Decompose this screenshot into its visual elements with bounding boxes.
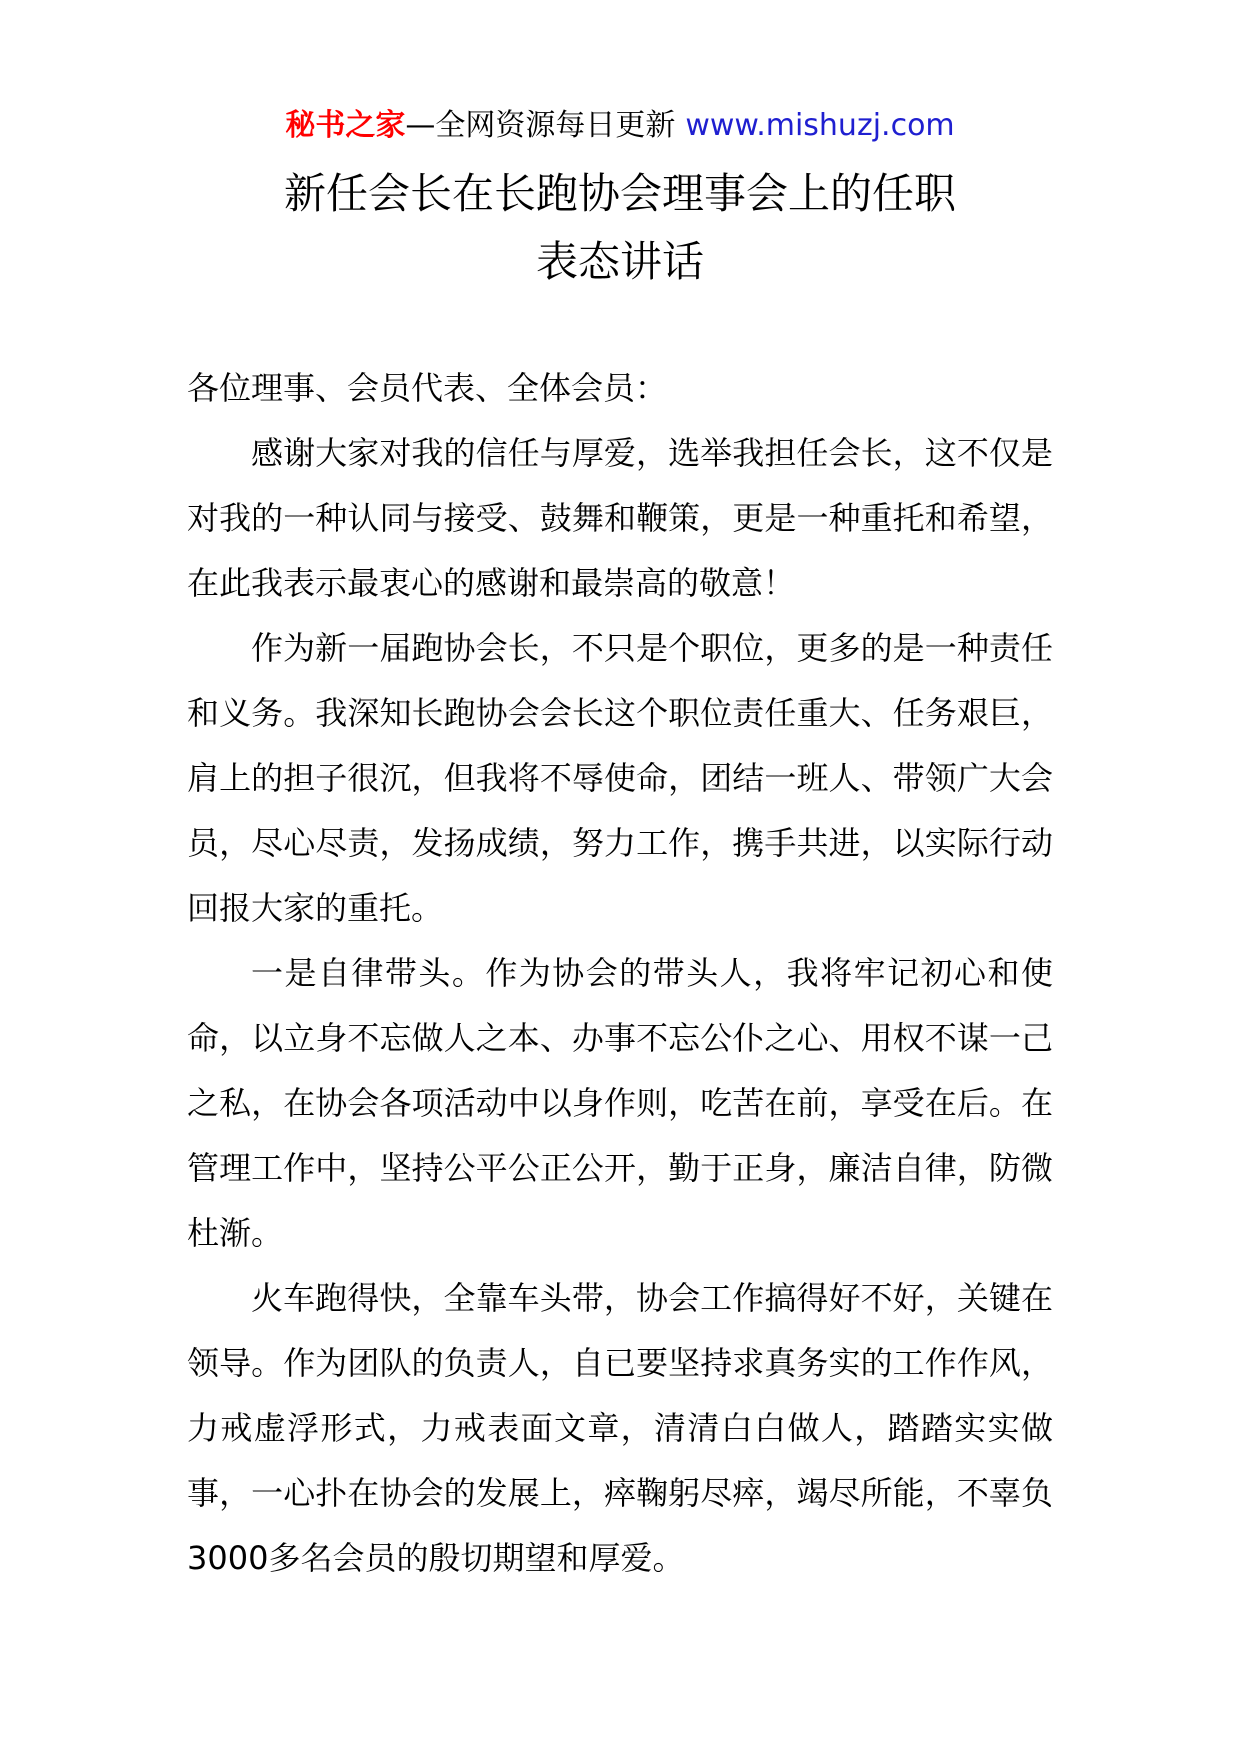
header-banner [0, 98, 1240, 154]
paragraph-1: 感谢大家对我的信任与厚爱，选举我担任会长，这不仅是对我的一种认同与接受、鼓舞和鞭策，更是一种重托和希望，在此我表示最衷心的感谢和最崇高的敬意！ [187, 434, 1053, 602]
site-url: www.mishuzj.com [685, 108, 955, 143]
document-body [187, 356, 1053, 1591]
paragraph-2: 作为新一届跑协会长，不只是个职位，更多的是一种责任和义务。我深知长跑协会会长这个职位责任重大、任务艰巨，肩上的担子很沉，但我将不辱使命，团结一班人、带领广大会员，尽心尽责，发扬成绩，努力工作，携手共进，以实际行动回报大家的重托。 [187, 629, 1053, 927]
header-tagline: —全网资源每日更新 [405, 108, 676, 143]
paragraph-3: 一是自律带头。作为协会的带头人，我将牢记初心和使命，以立身不忘做人之本、办事不忘公仆之心、用权不谋一己之私，在协会各项活动中以身作则，吃苦在前，享受在后。在管理工作中，坚持公平公正公开，勤于正身，廉洁自律，防微杜渐。 [187, 954, 1053, 1252]
salutation: 各位理事、会员代表、全体会员： [187, 369, 668, 407]
document-title [0, 160, 1240, 296]
title-line-1: 新任会长在长跑协会理事会上的任职 [283, 169, 956, 218]
title-line-2: 表态讲话 [535, 237, 704, 286]
paragraph-4: 火车跑得快，全靠车头带，协会工作搞得好不好，关键在领导。作为团队的负责人，自已要坚持求真务实的工作作风，力戒虚浮形式，力戒表面文章，清清白白做人，踏踏实实做事，一心扑在协会的发展上，瘁鞠躬尽瘁，竭尽所能，不辜负3000多名会员的殷切期望和厚爱。 [187, 1279, 1053, 1577]
brand-name: 秘书之家 [285, 108, 406, 143]
